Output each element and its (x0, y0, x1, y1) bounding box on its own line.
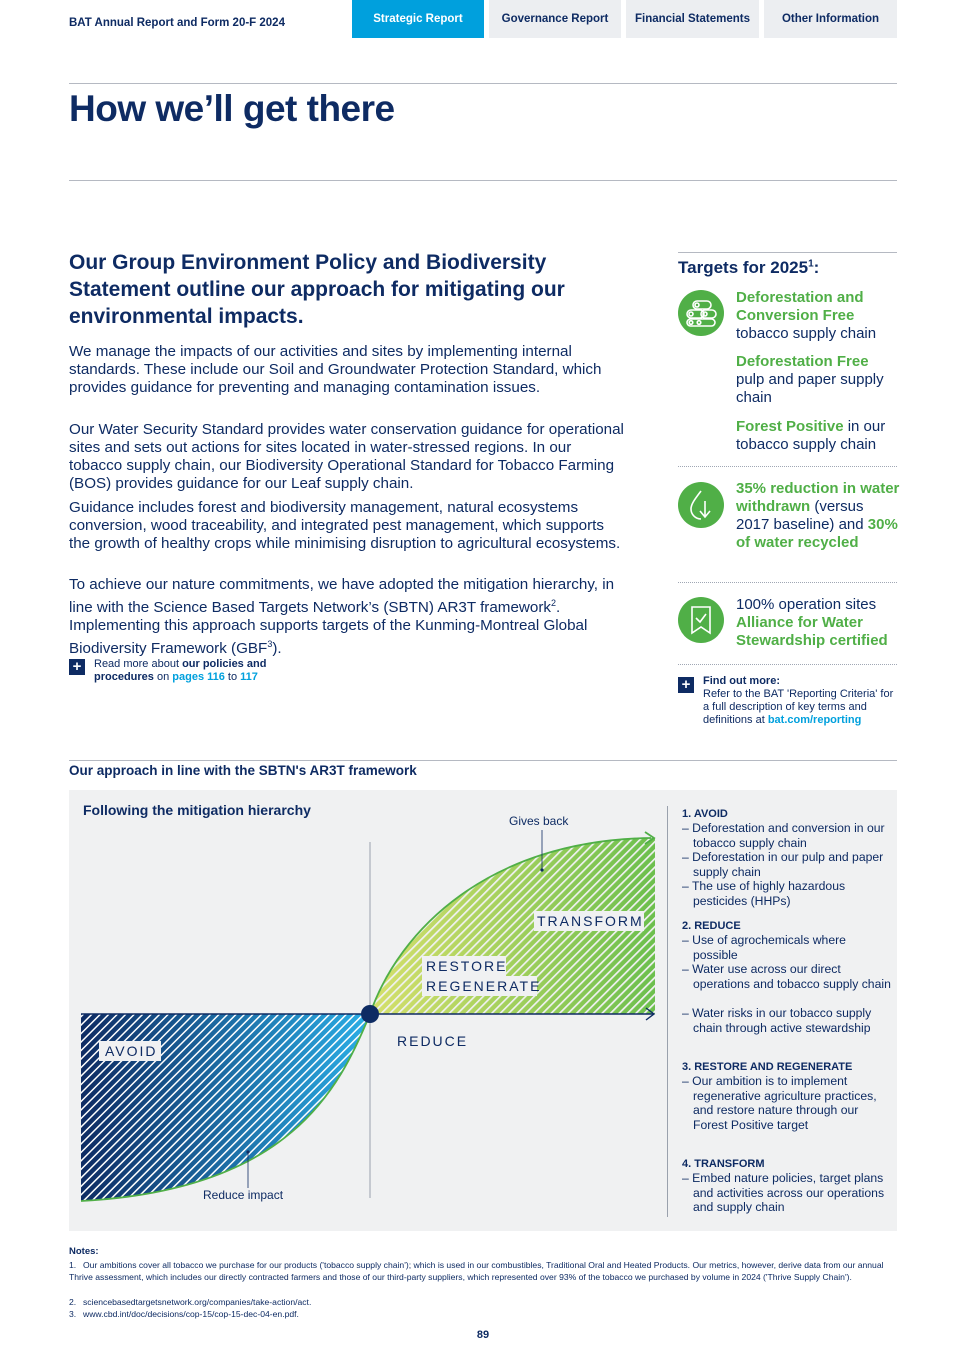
reduce-impact-label: Reduce impact (203, 1188, 284, 1202)
notes-heading: Notes: (69, 1246, 99, 1257)
targets-separator-1 (678, 466, 897, 467)
logs-icon (678, 290, 724, 336)
target-forest-positive: Forest Positive in our tobacco supply chain (736, 418, 886, 453)
avoid-label: AVOID (105, 1043, 158, 1059)
targets-heading: Targets for 2025$^1$: (678, 258, 820, 277)
list-item: – Our ambition is to implement regenerative agriculture practices, and restore nature through our Forest Positive target (682, 1074, 877, 1132)
paragraph-4: To achieve our nature commitments, we have adopted the mitigation hierarchy, in line with the Science Based Targets Network’s (SBTN) AR3T framework$^2$. Implementing this approach supports targets of the Kunming-Montreal Global Biodiversity Framework (GBF$^3$). (69, 576, 615, 658)
target-water-stewardship: 100% operation sites Alliance for Water Stewardship certified (736, 596, 888, 649)
list-item: – The use of highly hazardous pesticides (HHPs) (682, 879, 846, 908)
list-item: – Water use across our direct operations and tobacco supply chain (682, 962, 891, 991)
top-divider (69, 83, 897, 84)
tab-other-information[interactable]: Other Information (764, 0, 897, 38)
target-deforestation-conversion: Deforestation and Conversion Free tobacco supply chain (736, 289, 877, 342)
framework-divider (69, 760, 897, 761)
step-reduce-title: 2. REDUCE (682, 920, 741, 932)
title-divider (69, 180, 897, 181)
list-item: – Deforestation in our pulp and paper supply chain (682, 850, 884, 879)
gives-back-label: Gives back (509, 814, 569, 828)
targets-separator-3 (678, 664, 897, 665)
lead-statement: Our Group Environment Policy and Biodiversity Statement outline our approach for mitigating our environmental impacts. (69, 251, 565, 328)
paragraph-2: Our Water Security Standard provides water conservation guidance for operational sites and sets out actions for sites located in water-stressed regions. In our tobacco supply chain, our Biodiversity Operational Standard for Tobacco Farming (BOS) provides guidance for our Leaf supply chain. (69, 421, 624, 492)
read-more-link[interactable]: Read more about our policies and procedures on pages 116 to 117 (94, 658, 267, 683)
plus-icon: + (678, 677, 694, 693)
certificate-icon (678, 597, 724, 643)
targets-separator-2 (678, 582, 897, 583)
page-number: 89 (476, 1329, 490, 1341)
reporting-link[interactable]: bat.com/reporting (767, 714, 862, 726)
reduce-label: REDUCE (397, 1033, 469, 1049)
tab-governance-report[interactable]: Governance Report (489, 0, 621, 38)
list-item: – Deforestation and conversion in our tobacco supply chain (682, 821, 885, 850)
tab-strategic-report[interactable]: Strategic Report (352, 0, 484, 38)
paragraph-3: Guidance includes forest and biodiversity management, natural ecosystems conversion, wood traceability, and integrated pest management, which supports the growth of healthy crops while minimising disruption to agricultural ecosystems. (69, 499, 621, 552)
note-1: 1. Our ambitions cover all tobacco we purchase for our products ('tobacco supply chain'); which is used in our combustibles, Traditional Oral and Heated Products. Our metrics, however, derive data from our annual Thrive assessment, which includes our directly contracted farmers and those of our third-party suppliers, which represented over 93% of the tobacco we purchased by volume in 2024 ('Thrive Supply Chain'). (69, 1260, 884, 1282)
transform-label: TRANSFORM (537, 913, 644, 929)
framework-heading: Our approach in line with the SBTN's AR3T framework (69, 763, 417, 778)
list-item: – Use of agrochemicals where possible (682, 933, 846, 962)
document-title: BAT Annual Report and Form 20-F 2024 (69, 17, 285, 29)
step-restore-title: 3. RESTORE AND REGENERATE (682, 1061, 853, 1073)
list-item: – Embed nature policies, target plans and activities across our operations and supply chain (682, 1171, 885, 1214)
regenerate-label: REGENERATE (426, 978, 542, 994)
target-water: 35% reduction in water withdrawn (versus 2017 baseline) and 30% of water recycled (736, 480, 900, 551)
steps-divider (667, 806, 668, 1217)
step-avoid-title: 1. AVOID (682, 808, 728, 820)
restore-label: RESTORE (426, 958, 508, 974)
plus-icon: + (69, 659, 85, 675)
paragraph-1: We manage the impacts of our activities and sites by implementing internal standards. These include our Soil and Groundwater Protection Standard, which provides guidance for preventing and managing contamination issues. (69, 343, 602, 396)
note-3: 3. www.cbd.int/doc/decisions/cop-15/cop-15-dec-04-en.pdf. (69, 1309, 299, 1319)
step-transform-title: 4. TRANSFORM (682, 1158, 765, 1170)
origin-dot (361, 1005, 379, 1023)
page-title: How we’ll get there (69, 88, 395, 129)
water-drop-icon (678, 482, 724, 528)
mitigation-hierarchy-diagram (69, 790, 669, 1231)
tab-financial-statements[interactable]: Financial Statements (626, 0, 759, 38)
note-2: 2. sciencebasedtargetsnetwork.org/companies/take-action/act. (69, 1297, 312, 1307)
framework-subheading: Following the mitigation hierarchy (83, 802, 311, 818)
find-out-more: Find out more: Refer to the BAT 'Reporting Criteria' for a full description of key terms and definitions at bat.com/reporting (703, 675, 894, 726)
target-deforestation-pulp: Deforestation Free pulp and paper supply chain (736, 353, 884, 406)
list-item: – Water risks in our tobacco supply chain through active stewardship (682, 1006, 872, 1035)
targets-divider (678, 252, 897, 253)
